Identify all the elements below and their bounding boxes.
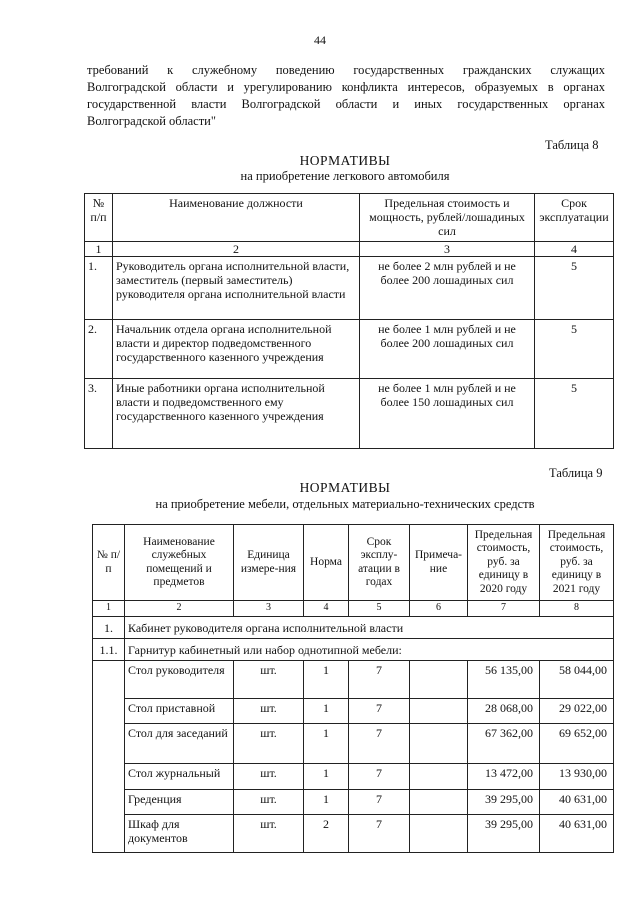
table9-header-cell: Срок эксплу-атации в годах [349, 525, 410, 601]
table9-cell-price-2020: 13 472,00 [468, 764, 540, 790]
table9-cell-price-2020: 28 068,00 [468, 699, 540, 724]
table9-colnum: 7 [468, 601, 540, 617]
table8-label: Таблица 8 [545, 138, 599, 152]
table9-cell-note [410, 764, 468, 790]
table8-colnum: 3 [360, 242, 535, 257]
table9-cell-price-2021: 69 652,00 [540, 724, 614, 764]
table8-title: НОРМАТИВЫ [299, 153, 391, 168]
table9-cell-price-2021: 40 631,00 [540, 815, 614, 853]
table8-row [85, 379, 614, 449]
table8-cell-number: 1. [85, 257, 113, 320]
table9-cell-price-2021: 29 022,00 [540, 699, 614, 724]
table8-row [85, 320, 614, 379]
table9-header-row [93, 525, 614, 601]
table9-cell-note [410, 815, 468, 853]
table9-subsection-title: Гарнитур кабинетный или набор однотипной мебели: [125, 639, 614, 661]
table9-cell-term: 7 [349, 764, 410, 790]
table9-header-cell: Наименование служебных помещений и предметов [125, 525, 234, 601]
table9-header-cell: № п/п [93, 525, 125, 601]
intro-paragraph [87, 62, 605, 130]
table9-colnum: 5 [349, 601, 410, 617]
table9-section-number: 1. [93, 617, 125, 639]
table9-cell-unit: шт. [234, 790, 304, 815]
table9-colnum: 2 [125, 601, 234, 617]
table9-cell-unit: шт. [234, 724, 304, 764]
table9-row [93, 815, 614, 853]
table8-cell-limit: не более 2 млн рублей и не более 200 лошадиных сил [360, 257, 535, 320]
table8-cell-term: 5 [535, 320, 614, 379]
table9-cell-note [410, 790, 468, 815]
table8-header-cell: Срок эксплуатации [535, 194, 614, 242]
table9-cell-price-2021: 58 044,00 [540, 661, 614, 699]
table9-title: НОРМАТИВЫ [299, 480, 391, 495]
table9-cell-price-2020: 67 362,00 [468, 724, 540, 764]
table9-cell-unit: шт. [234, 699, 304, 724]
table9-header-cell: Примеча-ние [410, 525, 468, 601]
table9-subsection-row [93, 639, 614, 661]
table9-subtitle: на приобретение мебели, отдельных материально-технических средств [155, 497, 535, 511]
table9-cell-name: Стол приставной [125, 699, 234, 724]
intro-line: государственной власти Волгоградской области и иных государственных органах [87, 97, 605, 111]
table9-colnum: 1 [93, 601, 125, 617]
table8-cell-position: Иные работники органа исполнительной власти и подведомственного ему государственного казенного учреждения [113, 379, 360, 449]
table9-cell-price-2021: 13 930,00 [540, 764, 614, 790]
table9-cell-norm: 1 [304, 764, 349, 790]
table9-cell-term: 7 [349, 724, 410, 764]
table9-cell-name: Стол журнальный [125, 764, 234, 790]
table9-cell-name: Шкаф для документов [125, 815, 234, 853]
table8-cell-limit: не более 1 млн рублей и не более 200 лошадиных сил [360, 320, 535, 379]
intro-line: Волгоградской области" [87, 114, 216, 128]
table8-colnum-row [85, 242, 614, 257]
table9-cell-term: 7 [349, 699, 410, 724]
table9-cell-norm: 1 [304, 661, 349, 699]
table9-cell-note [410, 699, 468, 724]
table8-header-cell: Наименование должности [113, 194, 360, 242]
table8-cell-term: 5 [535, 379, 614, 449]
table9-cell-note [410, 724, 468, 764]
table9-cell-norm: 1 [304, 790, 349, 815]
table9-cell-unit: шт. [234, 661, 304, 699]
page-number: 44 [314, 33, 326, 47]
table8-cell-number: 3. [85, 379, 113, 449]
table9 [92, 524, 614, 853]
table9-colnum-row [93, 601, 614, 617]
table9-cell-price-2020: 39 295,00 [468, 815, 540, 853]
table9-cell-price-2021: 40 631,00 [540, 790, 614, 815]
table9-row [93, 661, 614, 699]
table9-cell-note [410, 661, 468, 699]
table9-colnum: 8 [540, 601, 614, 617]
table9-header-cell: Предельная стоимость, руб. за единицу в 2020 году [468, 525, 540, 601]
table9-cell-name: Стол для заседаний [125, 724, 234, 764]
table9-header-cell: Норма [304, 525, 349, 601]
table8-subtitle: на приобретение легкового автомобиля [240, 169, 450, 183]
table9-cell-unit: шт. [234, 815, 304, 853]
table8-colnum: 1 [85, 242, 113, 257]
table9-colnum: 6 [410, 601, 468, 617]
table9-row [93, 724, 614, 764]
table9-row [93, 764, 614, 790]
intro-line: требований к служебному поведению государственных гражданских служащих [87, 63, 605, 77]
table9-cell-norm: 2 [304, 815, 349, 853]
table9-cell-name: Греденция [125, 790, 234, 815]
table9-cell-price-2020: 39 295,00 [468, 790, 540, 815]
table8 [84, 193, 614, 449]
table9-cell-unit: шт. [234, 764, 304, 790]
table9-cell-term: 7 [349, 661, 410, 699]
table8-cell-position: Начальник отдела органа исполнительной власти и директор подведомственного государственного казенного учреждения [113, 320, 360, 379]
table9-cell-price-2020: 56 135,00 [468, 661, 540, 699]
table8-cell-number: 2. [85, 320, 113, 379]
table9-cell-norm: 1 [304, 724, 349, 764]
table8-cell-limit: не более 1 млн рублей и не более 150 лошадиных сил [360, 379, 535, 449]
table9-label: Таблица 9 [549, 466, 603, 480]
table8-row [85, 257, 614, 320]
table9-subsection-number: 1.1. [93, 639, 125, 661]
table9-row [93, 699, 614, 724]
table8-header-cell: Предельная стоимость и мощность, рублей/лошадиных сил [360, 194, 535, 242]
table9-empty-number-cell [93, 661, 125, 853]
table8-header-cell: № п/п [85, 194, 113, 242]
table8-colnum: 2 [113, 242, 360, 257]
table9-header-cell: Единица измере-ния [234, 525, 304, 601]
table8-cell-position: Руководитель органа исполнительной власти, заместитель (первый заместитель) руководителя органа исполнительной власти [113, 257, 360, 320]
table8-colnum: 4 [535, 242, 614, 257]
table9-cell-term: 7 [349, 790, 410, 815]
table9-section-row [93, 617, 614, 639]
table8-header-row [85, 194, 614, 242]
table9-cell-norm: 1 [304, 699, 349, 724]
intro-line: Волгоградской области и урегулированию конфликта интересов, образуемых в органах [87, 80, 605, 94]
table9-cell-name: Стол руководителя [125, 661, 234, 699]
table9-colnum: 3 [234, 601, 304, 617]
table8-cell-term: 5 [535, 257, 614, 320]
table9-row [93, 790, 614, 815]
table9-cell-term: 7 [349, 815, 410, 853]
table9-section-title: Кабинет руководителя органа исполнительной власти [125, 617, 614, 639]
table9-header-cell: Предельная стоимость, руб. за единицу в 2021 году [540, 525, 614, 601]
table9-colnum: 4 [304, 601, 349, 617]
